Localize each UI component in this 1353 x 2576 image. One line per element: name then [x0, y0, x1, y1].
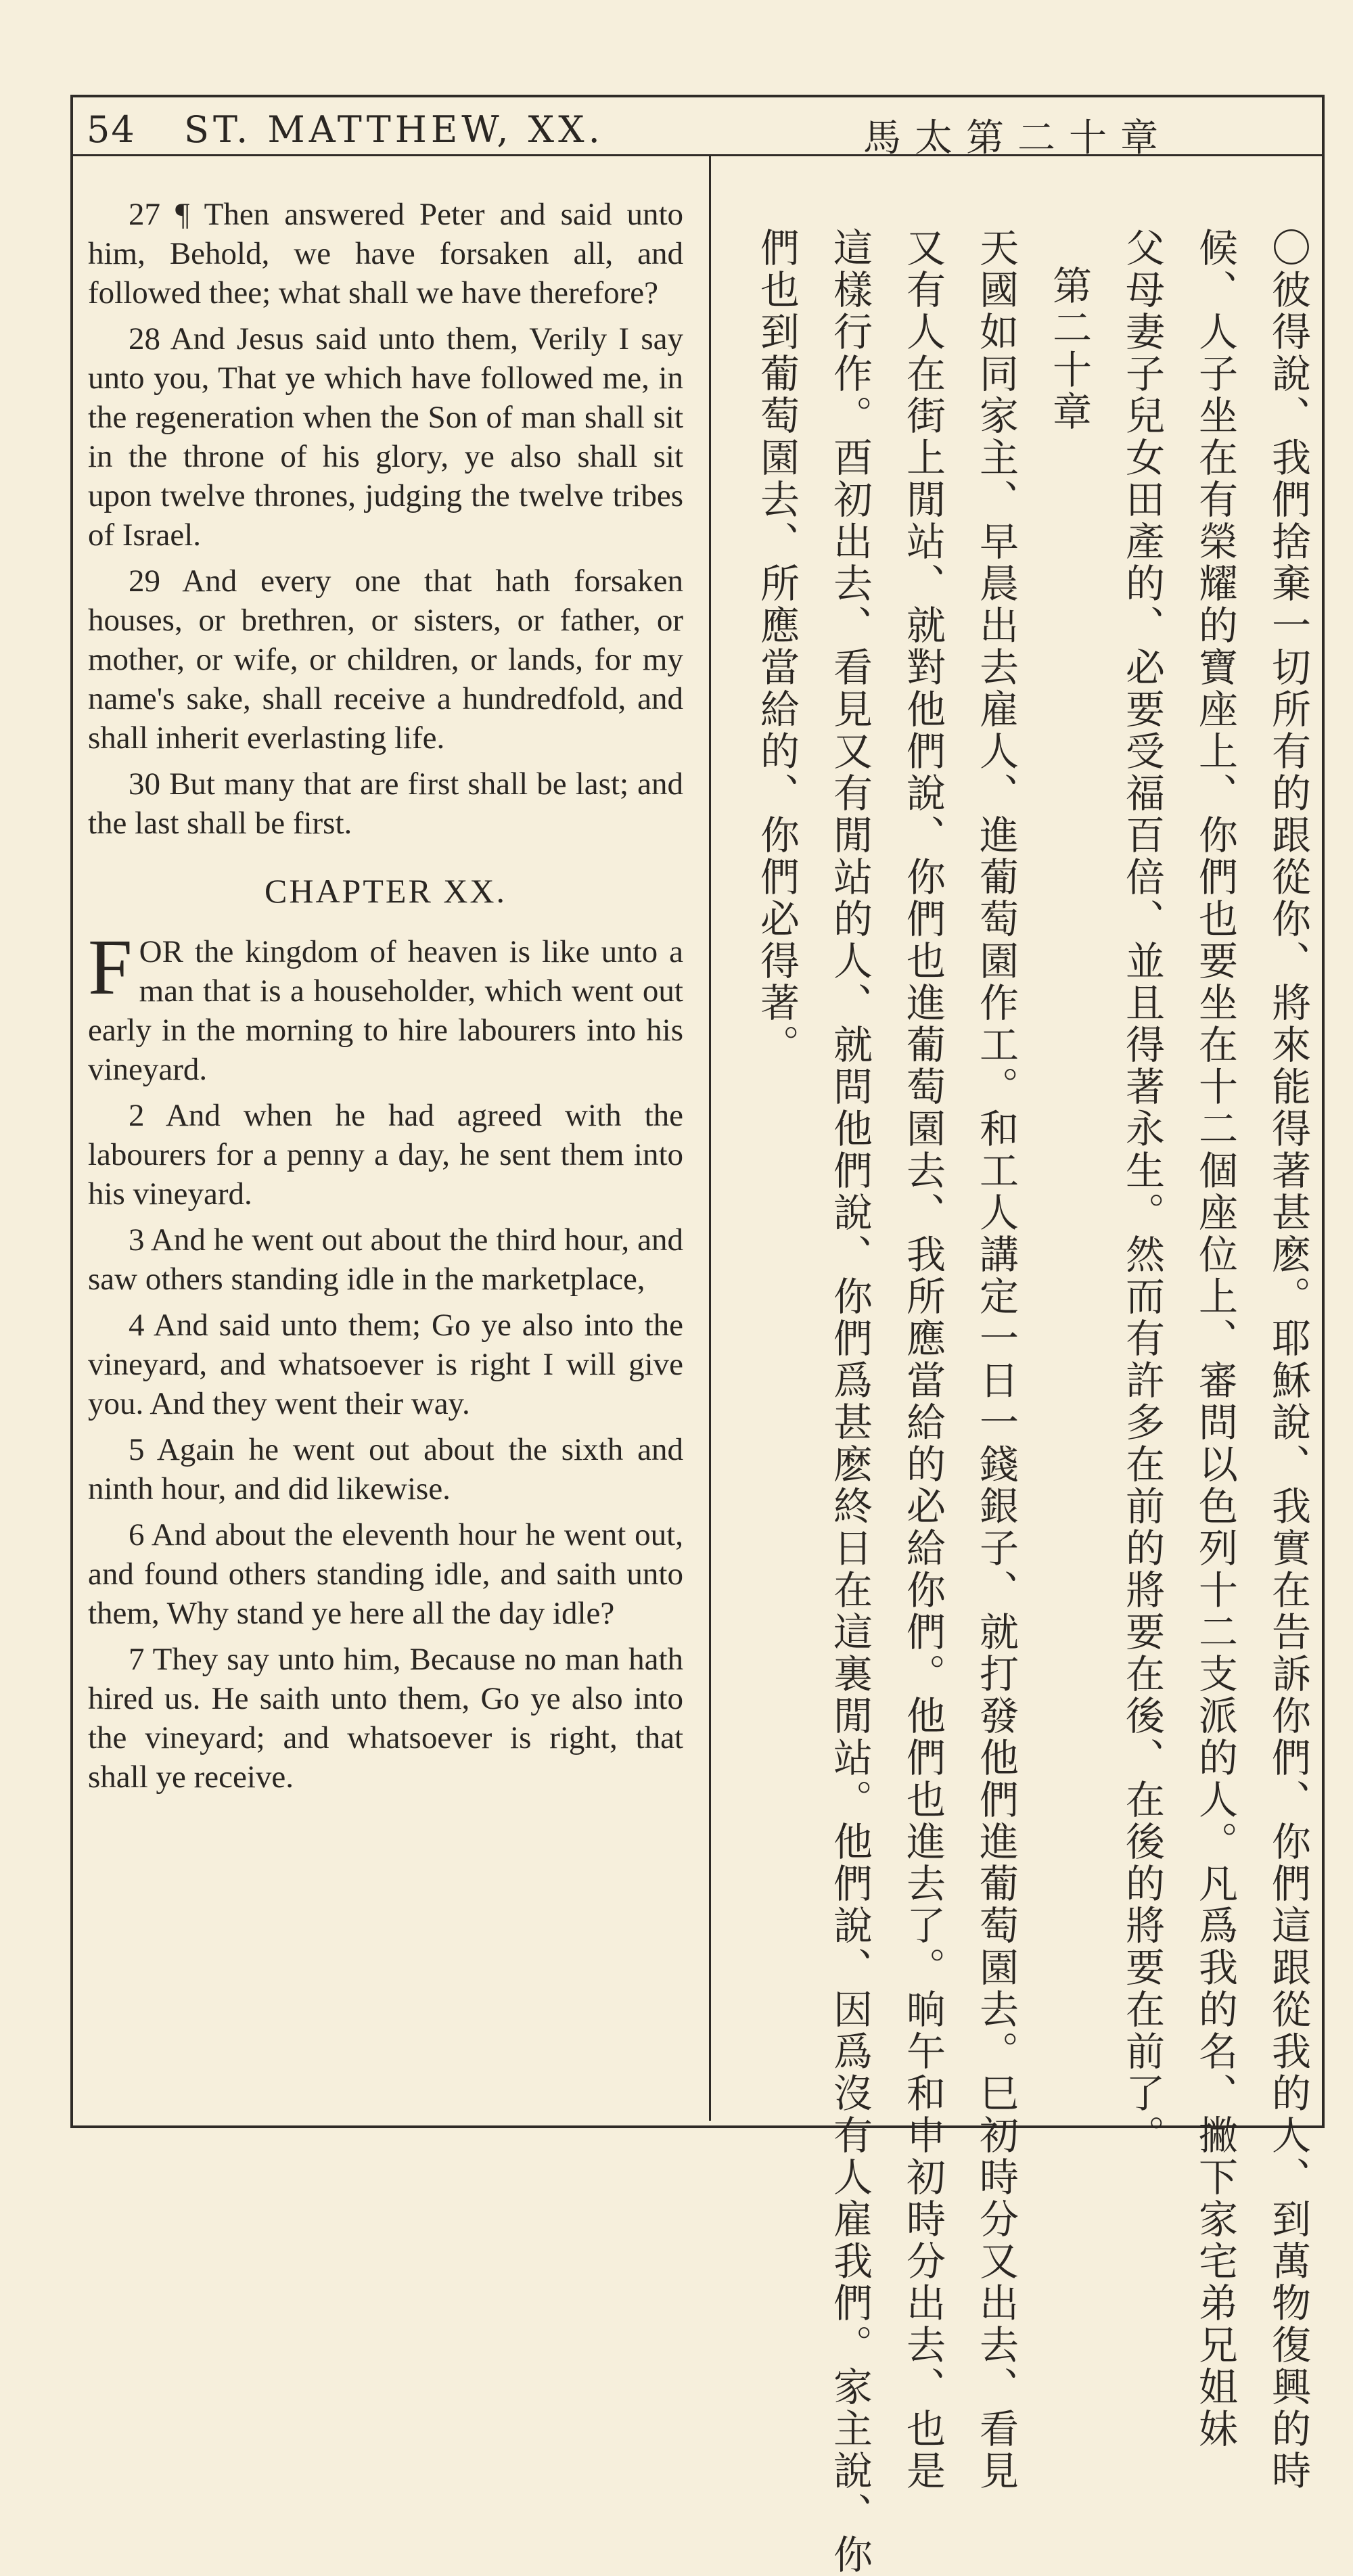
- chinese-line-1: 〇彼得說、我們捨棄一切所有的跟從你、將來能得著甚麽。耶穌說、我實在告訴你們、你們這跟從我的人、到萬物復興的時: [1265, 227, 1311, 2492]
- chapter-heading: CHAPTER XX.: [264, 872, 507, 910]
- chinese-column: [720, 227, 1311, 2576]
- verse-28: 28 And Jesus said unto them, Verily I say unto you, That ye which have followed me, in the regeneration when the Son of man shall sit in the throne of his glory, ye also shall sit upon twelve thrones, judging the twelve tribes of Israel.: [88, 321, 683, 553]
- verse-27: 27 ¶ Then answered Peter and said unto him, Behold, we have forsaken all, and followed thee; what shall we have therefore?: [88, 197, 683, 310]
- english-column: [88, 195, 683, 1803]
- drop-cap: F: [88, 923, 133, 1011]
- verse-2: 2 And when he had agreed with the labourers for a penny a day, he sent them into his vineyard.: [88, 1098, 683, 1212]
- chinese-line-6: 又有人在街上閒站、就對他們說、你們也進葡萄園去、我所應當給的必給你們。他們也進去了。晌午和申初時分出去、也是: [900, 227, 946, 2492]
- verse-29: 29 And every one that hath forsaken houses, or brethren, or sisters, or father, or mother, or wife, or children, or lands, for my name's sake, shall receive a hundredfold, and shall inherit everlasting life.: [88, 564, 683, 756]
- chinese-line-7: 這樣行作。酉初出去、看見又有閒站的人、就問他們說、你們爲甚麽終日在這裏閒站。他們說、因爲沒有人雇我們。家主說、你: [827, 227, 873, 2576]
- page-number: 54: [87, 108, 136, 151]
- running-title: ST. MATTHEW, XX.: [184, 108, 604, 151]
- chinese-chapter-heading: 第二十章: [1046, 265, 1092, 433]
- verse-1-text: OR the kingdom of heaven is like unto a man that is a householder, which went out early in the morning to hire labourers into his vineyard.: [88, 934, 683, 1087]
- chinese-line-5: 天國如同家主、早晨出去雇人、進葡萄園作工。和工人講定一日一錢銀子、就打發他們進葡萄園去。巳初時分又出去、看見: [973, 227, 1019, 2492]
- chinese-line-2: 候、人子坐在有榮耀的寶座上、你們也要坐在十二個座位上、審問以色列十二支派的人。凡爲我的名、撇下家宅弟兄姐妹: [1192, 227, 1238, 2450]
- verse-1: [88, 923, 683, 1089]
- verse-3: 3 And he went out about the third hour, and saw others standing idle in the marketplace,: [88, 1222, 683, 1297]
- column-divider: [709, 156, 711, 2121]
- verse-30: 30 But many that are first shall be last; and the last shall be first.: [88, 766, 683, 841]
- verse-4: 4 And said unto them; Go ye also into the vineyard, and whatsoever is right I will give you. And they went their way.: [88, 1308, 683, 1421]
- verse-7: 7 They say unto him, Because no man hath hired us. He saith unto them, Go ye also into the vineyard; and whatsoever is right, that shall ye receive.: [88, 1642, 683, 1795]
- chinese-line-8: 們也到葡萄園去、所應當給的、你們必得著。: [754, 227, 800, 1066]
- verse-5: 5 Again he went out about the sixth and ninth hour, and did likewise.: [88, 1432, 683, 1506]
- verse-6: 6 And about the eleventh hour he went out, and found others standing idle, and saith unto them, Why stand ye here all the day idle?: [88, 1517, 683, 1631]
- chinese-running-title: 馬太第二十章: [863, 116, 1172, 160]
- chinese-line-3: 父母妻子兒女田產的、必要受福百倍、並且得著永生。然而有許多在前的將要在後、在後的將要在前了。: [1119, 227, 1165, 2157]
